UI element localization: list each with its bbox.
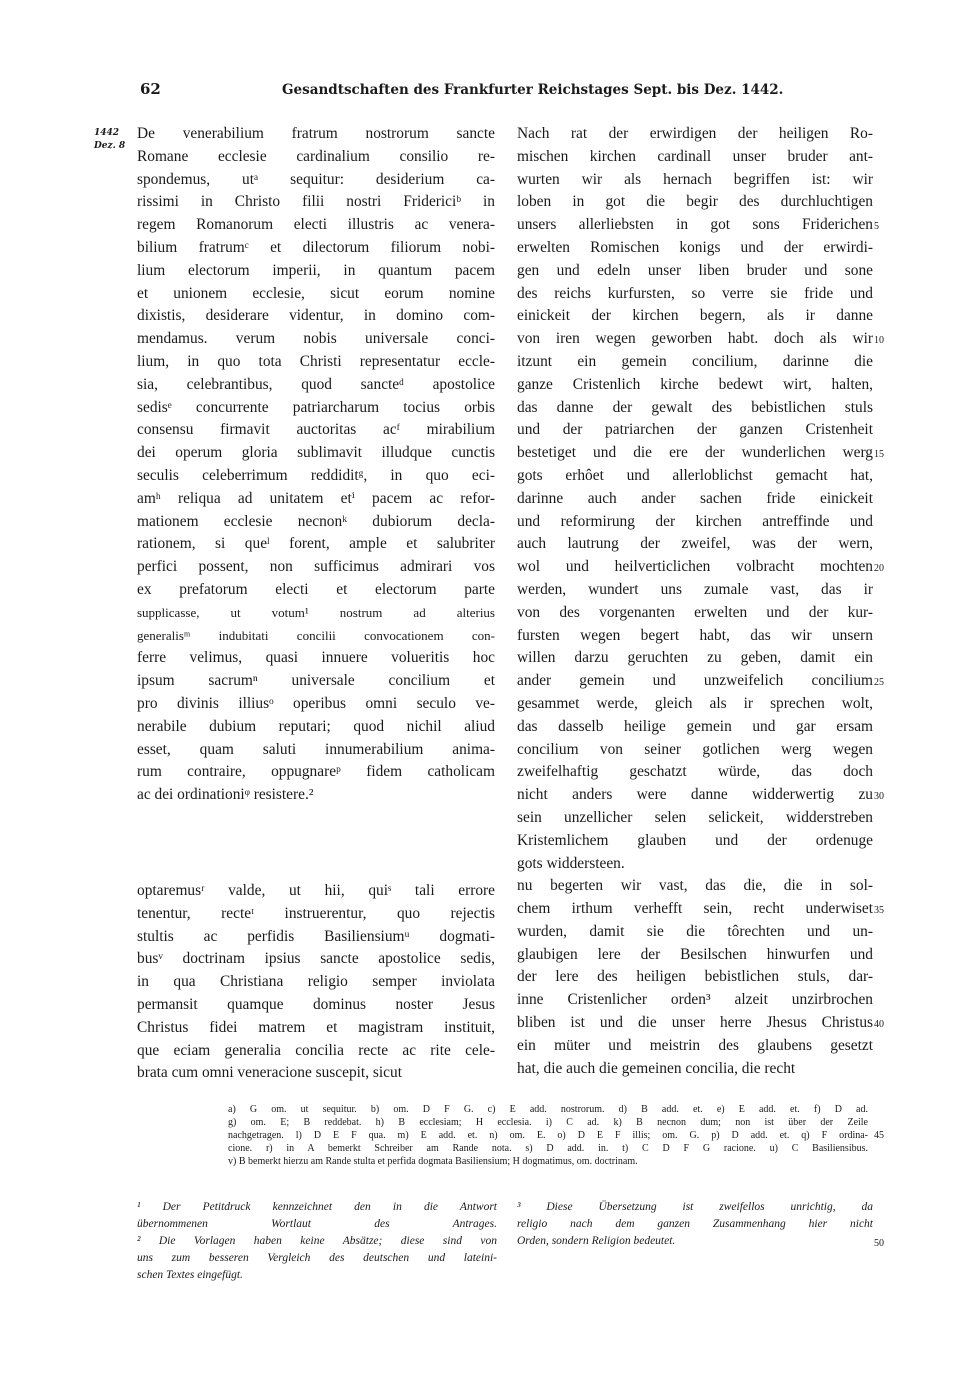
variant-line: g) om. E; B reddebat. h) B ecclesiam; H ecclesia. i) C ad. k) B necnon dum; non ist über der Zeile (228, 1117, 868, 1128)
line-number: 45 (874, 1130, 884, 1141)
text-line: perfici possent, non sufficimus admirari vos (137, 558, 495, 576)
text-line: gen und edeln unser liben bruder und sone (517, 261, 873, 279)
footnote-line: ³ Diese Übersetzung ist zweifellos unrichtig, da (517, 1201, 873, 1213)
variant-line: v) B bemerkt hierzu am Rande stulta et perfida dogmata Basiliensium; H dogmatimus, om. doctrinam. (228, 1156, 638, 1167)
footnote-line: uns zum besseren Vergleich des deutschen und lateini- (137, 1252, 497, 1264)
text-line: ex prefatorum electi et electorum parte (137, 580, 495, 598)
text-line: ipsum sacrumⁿ universale concilium et (137, 672, 495, 690)
footnote-line: übernommenen Wortlaut des Antrages. (137, 1218, 497, 1230)
margin-year: 1442 (94, 128, 120, 138)
text-line: das danne der gewalt des bebistlichen stuls (517, 398, 873, 416)
text-line: itzunt ein gemein concilium, darinne die (517, 352, 873, 370)
text-line: supplicasse, ut votum¹ nostrum ad alterius (137, 604, 495, 620)
text-line: regem Romanorum electi illustris ac venera- (137, 216, 495, 234)
text-line: lium electorum imperii, in quantum pacem (137, 261, 495, 279)
text-line: zweifelhaftig geschatzt würde, das doch (517, 763, 873, 781)
footnote-line: schen Textes eingefügt. (137, 1269, 243, 1281)
variant-line: nachgetragen. l) D E F qua. m) E add. et. n) om. E. o) D E F illis; om. G. p) D add. et. q) F ordina- (228, 1130, 868, 1141)
line-number: 15 (874, 449, 884, 460)
text-line: spondemus, utᵃ sequitur: desiderium ca- (137, 170, 495, 188)
text-line: nu begerten wir vast, das die, die in sol- (517, 877, 873, 895)
text-line: permansit quamque dominus noster Jesus (137, 995, 495, 1013)
page-number: 62 (140, 80, 161, 98)
text-line: von iren wegen geworben habt. doch als wir (517, 330, 873, 348)
margin-day: Dez. 8 (94, 141, 126, 151)
text-line: seculis celeberrimum reddiditᵍ, in quo eci- (137, 466, 495, 484)
text-line: inne Cristenlicher orden³ alzeit unzirbrochen (517, 991, 873, 1009)
text-line: De venerabilium fratrum nostrorum sancte (137, 125, 495, 142)
text-line: glaubigen lere der Besilschen hinwurfen und (517, 945, 873, 963)
footnotes-left (137, 1199, 497, 1284)
text-line: amʰ reliqua ad unitatem etⁱ pacem ac refor- (137, 489, 495, 507)
text-line: chem irthum verhefft sein, recht underwiset (517, 900, 873, 918)
text-line: einickeit der kirchen begern, als ir danne (517, 307, 873, 325)
text-line: ander gemein und unzweifelich concilium (517, 672, 873, 690)
text-line: tenentur, recteᵗ instruerentur, quo rejectis (137, 904, 495, 922)
footnotes-right (517, 1199, 873, 1250)
latin-text-top (137, 123, 495, 807)
text-line: rum contraire, oppugnareᵖ fidem catholicam (137, 763, 495, 781)
text-line: stultis ac perfidis Basiliensiumᵘ dogmati- (137, 927, 495, 945)
text-line: auch lautrung der zweifel, was der wern, (517, 535, 873, 553)
footnote-line: ¹ Der Petitdruck kennzeichnet den in die Antwort (137, 1201, 497, 1213)
text-line: ganze Cristenlich kirche bedewt wirt, halten, (517, 375, 873, 393)
text-line: rationem, si queˡ forent, ample et salubriter (137, 535, 495, 553)
text-line: und reformirung der kirchen antreffinde und (517, 512, 873, 530)
text-line: Romane ecclesie cardinalium consilio re- (137, 147, 495, 165)
text-line: que eciam generalia concilia recte ac rite cele- (137, 1041, 495, 1059)
text-line: Kristemlichem glauben und der ordenuge (517, 831, 873, 849)
text-line: loben in got die begir des durchluchtigen (517, 193, 873, 211)
text-line: esset, quam saluti innumerabilium anima- (137, 740, 495, 758)
line-number: 5 (874, 221, 879, 232)
text-line: dixistis, desiderare videntur, in domino com- (137, 307, 495, 325)
text-line: nerabile dubium reputari; quod nichil aliud (137, 717, 495, 735)
german-text (517, 123, 873, 1080)
text-line: erwelten Romischen konigs und der erwirdi- (517, 238, 873, 256)
text-line: werden, wundert uns zumale vast, das ir (517, 580, 873, 598)
text-line: ferre velimus, quasi innuere volueritis hoc (137, 649, 495, 667)
text-line: generalisᵐ indubitati concilii convocationem con- (137, 627, 495, 643)
text-line: darinne auch ander sachen fride einickeit (517, 489, 873, 507)
text-line: in qua Christiana religio semper inviolata (137, 973, 495, 991)
line-number: 10 (874, 335, 884, 346)
text-line: sein unzellicher selen selickeit, widderstreben (517, 808, 873, 826)
text-line: Christus fidei matrem et magistram instituit, (137, 1018, 495, 1036)
text-line: mischen kirchen cardinall unser bruder ant- (517, 147, 873, 165)
text-line: gesammet werde, gleich als ir sprechen wolt, (517, 694, 873, 712)
text-line: mationem ecclesie necnonᵏ dubiorum decla- (137, 512, 495, 530)
text-line: nicht anders were danne widderwertig zu (517, 786, 873, 804)
text-line: der lere des heiligen bebistlichen stuls, dar- (517, 968, 873, 986)
variant-apparatus (228, 1103, 868, 1168)
text-line: wurten wir als hernach begriffen ist: wir (517, 170, 873, 188)
text-line: fursten wegen begert habt, das wir unsern (517, 626, 873, 644)
text-line: brata cum omni veneracione suscepit, sicut (137, 1064, 402, 1082)
latin-text-bottom (137, 880, 495, 1085)
footnote-line: Orden, sondern Religion bedeutet. (517, 1235, 676, 1247)
text-line: hat, die auch die gemeinen concilia, die recht (517, 1059, 796, 1077)
text-line: pro divinis illiusᵒ operibus omni seculo ve- (137, 694, 495, 712)
text-line: mendamus. verum nobis universale conci- (137, 330, 495, 348)
line-number: 50 (874, 1238, 884, 1249)
text-line: consensu firmavit auctoritas acᶠ mirabilium (137, 421, 495, 439)
line-number: 35 (874, 905, 884, 916)
text-line: ein müter und meistrin des glaubens gesetzt (517, 1036, 873, 1054)
line-number: 40 (874, 1019, 884, 1030)
text-line: wol und heilverticlichen volbracht mochten (517, 558, 873, 576)
line-number: 20 (874, 563, 884, 574)
footnote-line: religio nach dem ganzen Zusammenhang hier nicht (517, 1218, 873, 1230)
text-line: gots widdersteen. (517, 854, 625, 872)
text-line: lium, in quo tota Christi representatur eccle- (137, 352, 495, 370)
text-line: wurden, damit sie die tôrechten und un- (517, 922, 873, 940)
text-line: und der patriarchen der ganzen Cristenheit (517, 421, 873, 439)
variant-line: cione. r) in A bemerkt Schreiber am Rande nota. s) D add. in. t) C D F G racione. u) C Basiliensibus. (228, 1143, 868, 1154)
text-line: concilium von seiner gotlichen werg wegen (517, 740, 873, 758)
text-line: sedisᵉ concurrente patriarcharum tocius orbis (137, 398, 495, 416)
text-line: das dasselb heilige gemein und gar ersam (517, 717, 873, 735)
text-line: bilium fratrumᶜ et dilectorum filiorum nobi- (137, 238, 495, 256)
line-number: 25 (874, 677, 884, 688)
text-line: dei operum gloria sublimavit illudque cunctis (137, 444, 495, 462)
text-line: et unionem ecclesie, sicut eorum nomine (137, 284, 495, 302)
text-line: optaremusʳ valde, ut hii, quiˢ tali errore (137, 882, 495, 899)
text-line: willen darzu geruchten zu geben, damit ein (517, 649, 873, 667)
text-line: bliben ist und die unser herre Jhesus Christus (517, 1014, 873, 1032)
text-line: von des vorgenanten erwelten und der kur- (517, 603, 873, 621)
margin-date (94, 127, 125, 153)
running-title: Gesandtschaften des Frankfurter Reichstages Sept. bis Dez. 1442. (282, 82, 784, 98)
text-line: sia, celebrantibus, quod sancteᵈ apostolice (137, 375, 495, 393)
variant-line: a) G om. ut sequitur. b) om. D F G. c) E add. nostrorum. d) B add. et. e) E add. et. f) D ad. (228, 1104, 868, 1115)
text-line: ac dei ordinationiᵠ resistere.² (137, 786, 314, 804)
text-line: des reichs kurfursten, so verre sie fride und (517, 284, 873, 302)
line-number: 30 (874, 791, 884, 802)
text-line: Nach rat der erwirdigen der heiligen Ro- (517, 125, 873, 142)
text-line: gots erhôet und allerloblichst gemacht hat, (517, 466, 873, 484)
text-line: busᵛ doctrinam ipsius sancte apostolice sedis, (137, 950, 495, 968)
text-line: unsers allerliebsten in got sons Friderichen (517, 216, 873, 234)
text-line: bestetiget und die ere der wunderlichen werg (517, 444, 873, 462)
text-line: rissimi in Christo filii nostri Fridericiᵇ in (137, 193, 495, 211)
footnote-line: ² Die Vorlagen haben keine Absätze; diese sind von (137, 1235, 497, 1247)
